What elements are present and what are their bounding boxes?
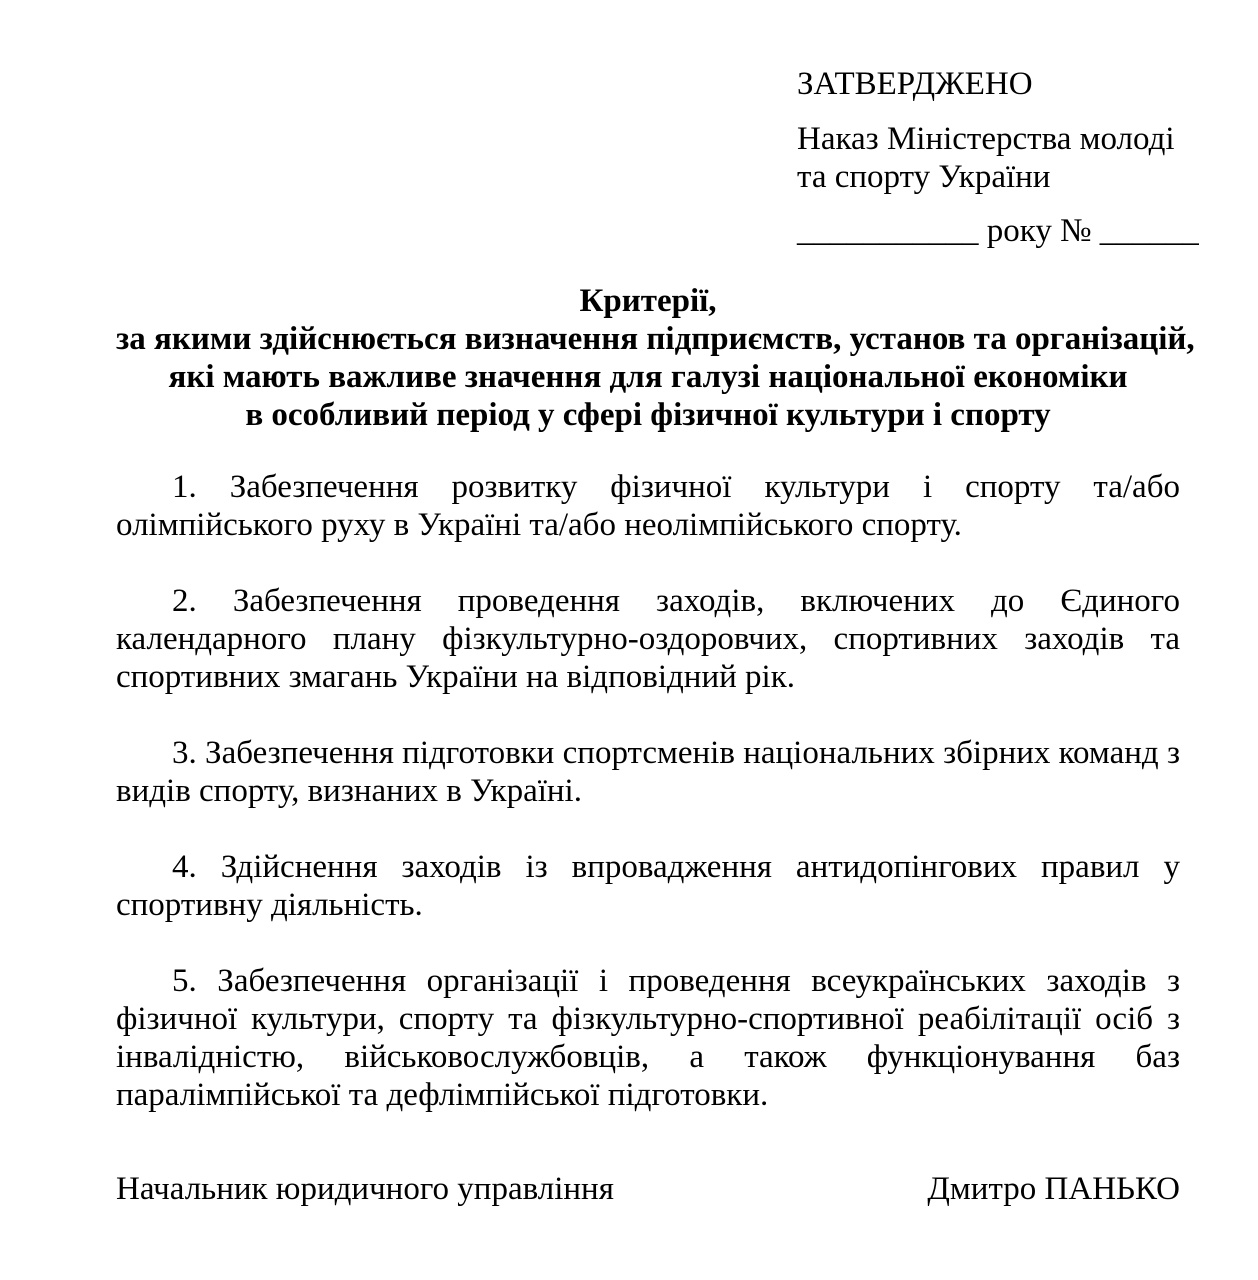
title-line-2: за якими здійснюється визначення підприємств, установ та організацій,	[116, 321, 1195, 357]
signatory-name: Дмитро ПАНЬКО	[927, 1171, 1180, 1207]
criteria-paragraph-2	[116, 582, 1180, 696]
order-source-line-1: Наказ Міністерства молоді	[797, 121, 1175, 157]
approval-block	[797, 65, 1199, 250]
paragraph-text: Забезпечення розвитку фізичної культури і спорту та/або олімпійського руху в Україні та/або неолімпійського спорту.	[116, 469, 1180, 543]
document-title	[116, 282, 1195, 434]
criteria-paragraph-1	[116, 468, 1180, 544]
title-line-4: в особливий період у сфері фізичної культури і спорту	[245, 397, 1051, 433]
paragraph-text: Забезпечення організації і проведення всеукраїнських заходів з фізичної культури, спорту та фізкультурно-спортивної реабілітації осіб з інвалідністю, військовослужбовців, а також функціонування баз паралімпійської та дефлімпійської підготовки.	[116, 963, 1181, 1113]
paragraph-number: 5.	[172, 963, 197, 999]
title-line-3: які мають важливе значення для галузі національної економіки	[168, 359, 1128, 395]
order-source-line-2: та спорту України	[797, 159, 1051, 195]
paragraph-text: Забезпечення проведення заходів, включених до Єдиного календарного плану фізкультурно-оздоровчих, спортивних заходів та спортивних змагань України на відповідний рік.	[116, 583, 1180, 695]
paragraph-number: 4.	[172, 849, 197, 885]
title-line-1: Критерії,	[579, 283, 717, 319]
paragraph-number: 2.	[172, 583, 197, 619]
signatory-position: Начальник юридичного управління	[116, 1171, 614, 1207]
criteria-paragraph-3	[116, 734, 1180, 810]
signature-block	[116, 1170, 1180, 1208]
criteria-paragraph-4	[116, 848, 1180, 924]
paragraph-text: Здійснення заходів із впровадження антидопінгових правил у спортивну діяльність.	[116, 849, 1180, 923]
date-number-line: ___________ року № ______	[797, 213, 1199, 249]
paragraph-number: 1.	[172, 469, 197, 505]
paragraph-number: 3.	[172, 735, 197, 771]
approval-stamp: ЗАТВЕРДЖЕНО	[797, 66, 1033, 102]
criteria-paragraph-5	[116, 962, 1180, 1114]
paragraph-text: Забезпечення підготовки спортсменів національних збірних команд з видів спорту, визнаних в Україні.	[116, 735, 1180, 809]
